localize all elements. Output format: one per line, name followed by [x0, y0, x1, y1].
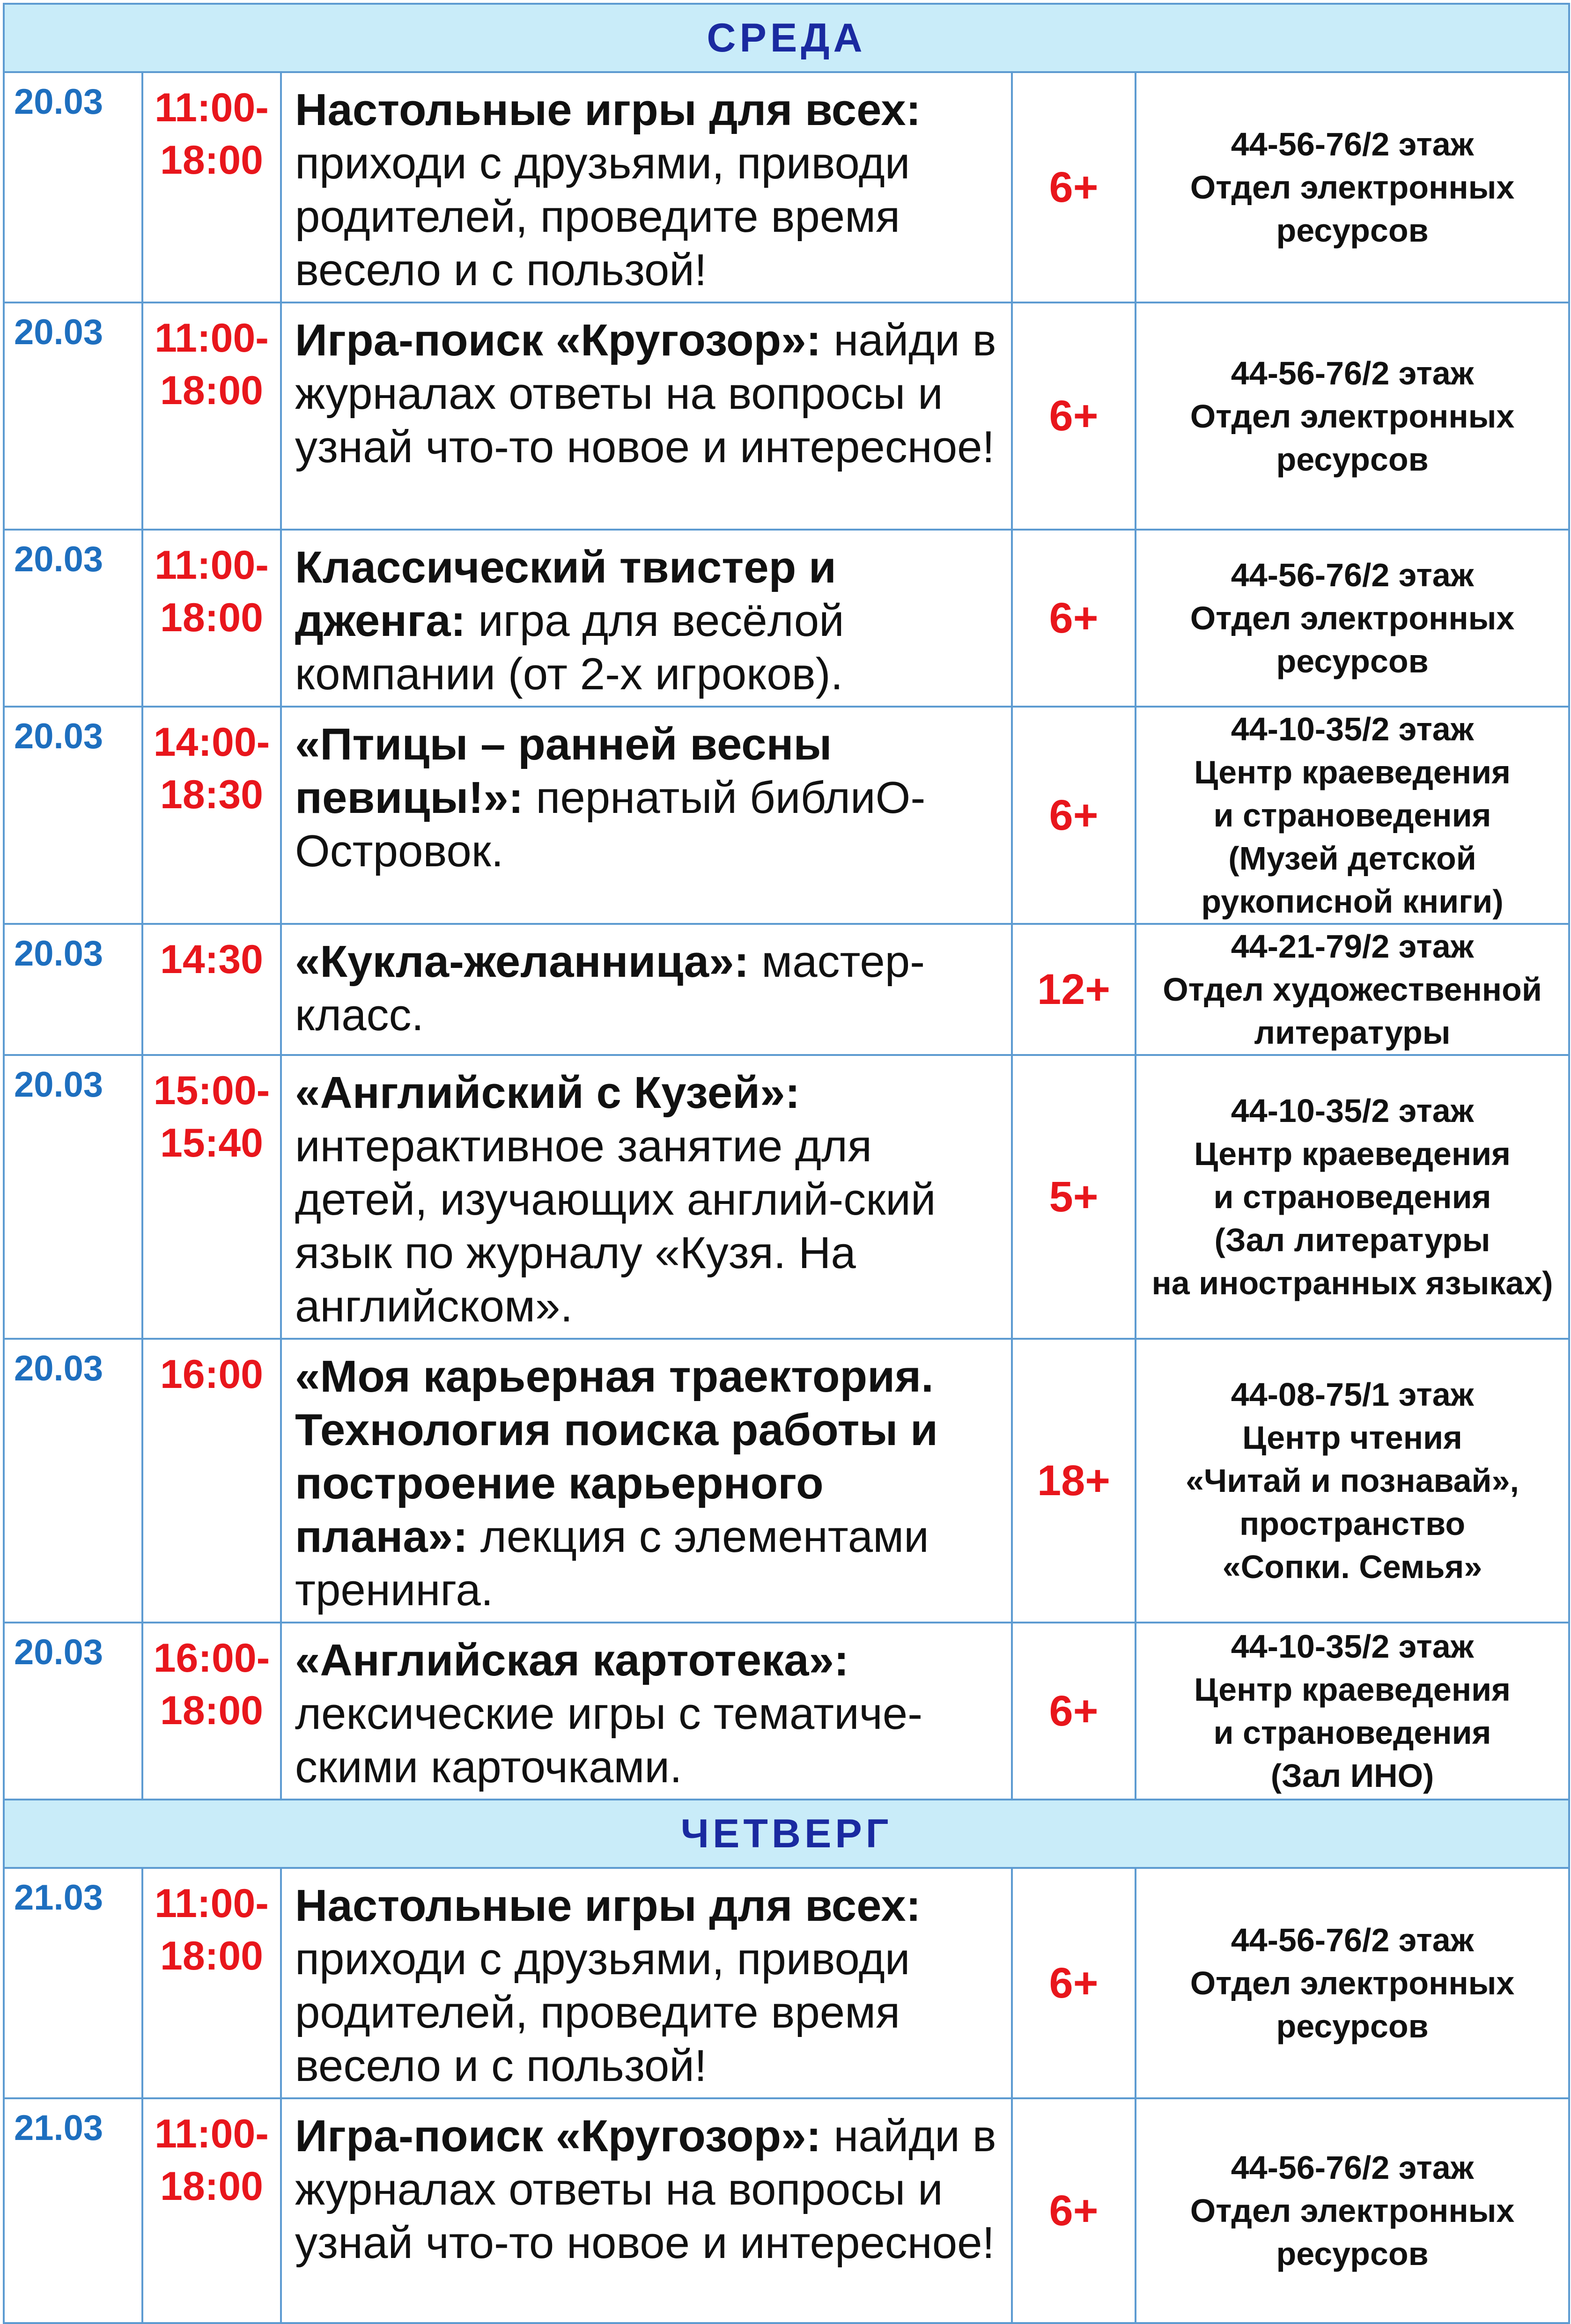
time-end: 18:00 — [160, 2164, 263, 2209]
location-line: и страноведения — [1213, 1179, 1491, 1215]
event-text: найди в журналах ответы на вопросы и узнай что-то новое и интересное! — [295, 315, 996, 472]
location-line: 44-08-75/1 этаж — [1231, 1376, 1474, 1413]
location-line: и страноведения — [1213, 1714, 1491, 1751]
event-row — [4, 2098, 1569, 2323]
event-location — [1136, 1339, 1569, 1623]
location-line: 44-56-76/2 этаж — [1231, 354, 1474, 391]
event-location — [1136, 1055, 1569, 1339]
event-title: «Английская картотека»: — [295, 1635, 849, 1685]
time-start: 14:30 — [160, 937, 263, 982]
time-end: 18:00 — [160, 1933, 263, 1978]
event-description — [281, 1868, 1012, 2098]
event-location — [1136, 530, 1569, 707]
location-line: литературы — [1254, 1014, 1451, 1051]
time-start: 16:00 — [160, 1352, 263, 1397]
location-line: и страноведения — [1213, 797, 1491, 834]
time-start: 11:00- — [155, 1881, 269, 1926]
event-description — [281, 302, 1012, 530]
event-date: 20.03 — [4, 530, 142, 707]
event-title: Настольные игры для всех: — [295, 85, 921, 135]
event-text: найди в журналах ответы на вопросы и узнай что-то новое и интересное! — [295, 2111, 996, 2268]
location-line: 44-10-35/2 этаж — [1231, 1628, 1474, 1665]
event-row — [4, 1868, 1569, 2098]
event-date: 20.03 — [4, 1339, 142, 1623]
location-line: 44-21-79/2 этаж — [1231, 928, 1474, 965]
event-description — [281, 530, 1012, 707]
location-line: Отдел электронных — [1190, 600, 1515, 636]
event-description — [281, 1055, 1012, 1339]
event-text: пернатый библиО-Островок. — [295, 773, 926, 876]
location-line: ресурсов — [1276, 2008, 1429, 2044]
location-line: на иностранных языках) — [1151, 1265, 1553, 1301]
age-rating: 6+ — [1012, 2098, 1136, 2323]
age-rating: 6+ — [1012, 302, 1136, 530]
event-title: Игра-поиск «Кругозор»: — [295, 2111, 821, 2161]
event-date: 20.03 — [4, 72, 142, 302]
time-end: 18:30 — [160, 772, 263, 817]
location-line: 44-56-76/2 этаж — [1231, 1922, 1474, 1958]
event-date: 20.03 — [4, 302, 142, 530]
event-row — [4, 72, 1569, 302]
event-text: лекция с элементами тренинга. — [295, 1512, 929, 1615]
time-end: 18:00 — [160, 595, 263, 640]
event-row — [4, 707, 1569, 924]
location-line: (Музей детской — [1228, 840, 1476, 877]
schedule-table — [3, 3, 1570, 2324]
age-rating: 18+ — [1012, 1339, 1136, 1623]
location-line: Центр краеведения — [1194, 754, 1511, 790]
time-start: 16:00- — [153, 1636, 270, 1681]
event-text: игра для весёлой компании (от 2-х игроков). — [295, 596, 844, 699]
event-date: 21.03 — [4, 1868, 142, 2098]
age-rating: 6+ — [1012, 707, 1136, 924]
day-header-row — [4, 4, 1569, 72]
event-row — [4, 1339, 1569, 1623]
event-row — [4, 1623, 1569, 1800]
location-line: Отдел электронных — [1190, 2192, 1515, 2229]
location-line: (Зал ИНО) — [1270, 1757, 1434, 1794]
location-line: Отдел электронных — [1190, 398, 1515, 435]
event-location — [1136, 707, 1569, 924]
location-line: 44-10-35/2 этаж — [1231, 711, 1474, 747]
location-line: «Сопки. Семья» — [1222, 1549, 1482, 1585]
age-rating: 6+ — [1012, 530, 1136, 707]
event-title: Настольные игры для всех: — [295, 1881, 921, 1931]
event-date: 20.03 — [4, 1623, 142, 1800]
event-title: «Птицы – ранней весны певицы!»: — [295, 719, 832, 823]
location-line: рукописной книги) — [1201, 883, 1504, 920]
time-end: 18:00 — [160, 138, 263, 183]
event-time — [142, 707, 281, 924]
age-rating: 6+ — [1012, 72, 1136, 302]
location-line: Отдел художественной — [1163, 971, 1542, 1008]
day-title: ЧЕТВЕРГ — [4, 1800, 1569, 1868]
location-line: Центр краеведения — [1194, 1671, 1511, 1708]
time-end: 18:00 — [160, 1688, 263, 1733]
event-time — [142, 302, 281, 530]
event-description — [281, 2098, 1012, 2323]
day-header-row — [4, 1800, 1569, 1868]
event-row — [4, 302, 1569, 530]
event-time — [142, 924, 281, 1055]
location-line: 44-56-76/2 этаж — [1231, 2149, 1474, 2186]
event-text: мастер-класс. — [295, 937, 925, 1040]
location-line: Отдел электронных — [1190, 1965, 1515, 2001]
event-location — [1136, 924, 1569, 1055]
event-date: 20.03 — [4, 924, 142, 1055]
event-description — [281, 707, 1012, 924]
age-rating: 6+ — [1012, 1868, 1136, 2098]
event-location — [1136, 72, 1569, 302]
time-start: 11:00- — [155, 2111, 269, 2156]
event-text: приходи с друзьями, приводи родителей, проведите время весело и с пользой! — [295, 138, 910, 295]
location-line: Центр чтения — [1242, 1419, 1462, 1456]
event-row — [4, 530, 1569, 707]
event-title: «Кукла-желанница»: — [295, 937, 749, 987]
event-location — [1136, 2098, 1569, 2323]
event-description — [281, 1339, 1012, 1623]
location-line: пространство — [1239, 1505, 1466, 1542]
event-time — [142, 2098, 281, 2323]
event-description — [281, 72, 1012, 302]
location-line: 44-56-76/2 этаж — [1231, 557, 1474, 593]
day-title: СРЕДА — [4, 4, 1569, 72]
location-line: ресурсов — [1276, 2235, 1429, 2272]
event-time — [142, 72, 281, 302]
event-text: лексические игры с тематиче-скими карточками. — [295, 1689, 923, 1792]
event-location — [1136, 1623, 1569, 1800]
event-title: Игра-поиск «Кругозор»: — [295, 315, 821, 365]
event-location — [1136, 1868, 1569, 2098]
location-line: ресурсов — [1276, 441, 1429, 478]
event-row — [4, 1055, 1569, 1339]
time-start: 11:00- — [155, 543, 269, 588]
event-title: Классический твистер и дженга: — [295, 542, 836, 646]
age-rating: 12+ — [1012, 924, 1136, 1055]
age-rating: 6+ — [1012, 1623, 1136, 1800]
location-line: 44-56-76/2 этаж — [1231, 126, 1474, 162]
event-description — [281, 1623, 1012, 1800]
time-end: 15:40 — [160, 1121, 263, 1166]
event-location — [1136, 302, 1569, 530]
location-line: ресурсов — [1276, 212, 1429, 249]
event-time — [142, 1055, 281, 1339]
event-text: интерактивное занятие для детей, изучающих англий-ский язык по журналу «Кузя. На английском». — [295, 1121, 936, 1331]
time-start: 15:00- — [153, 1068, 270, 1113]
age-rating: 5+ — [1012, 1055, 1136, 1339]
event-text: приходи с друзьями, приводи родителей, проведите время весело и с пользой! — [295, 1934, 910, 2091]
event-description — [281, 924, 1012, 1055]
event-time — [142, 1868, 281, 2098]
location-line: 44-10-35/2 этаж — [1231, 1092, 1474, 1129]
location-line: Центр краеведения — [1194, 1136, 1511, 1172]
time-start: 11:00- — [155, 316, 269, 361]
event-title: «Моя карьерная траектория. Технология поиска работы и построение карьерного плана»: — [295, 1351, 938, 1562]
time-end: 18:00 — [160, 368, 263, 413]
location-line: ресурсов — [1276, 643, 1429, 679]
location-line: «Читай и познавай», — [1186, 1462, 1519, 1499]
event-row — [4, 924, 1569, 1055]
event-date: 20.03 — [4, 1055, 142, 1339]
event-time — [142, 1339, 281, 1623]
event-date: 21.03 — [4, 2098, 142, 2323]
time-start: 14:00- — [153, 720, 270, 765]
event-title: «Английский с Кузей»: — [295, 1068, 800, 1118]
location-line: Отдел электронных — [1190, 169, 1515, 206]
location-line: (Зал литературы — [1214, 1222, 1490, 1258]
event-date: 20.03 — [4, 707, 142, 924]
event-time — [142, 1623, 281, 1800]
event-time — [142, 530, 281, 707]
time-start: 11:00- — [155, 85, 269, 130]
